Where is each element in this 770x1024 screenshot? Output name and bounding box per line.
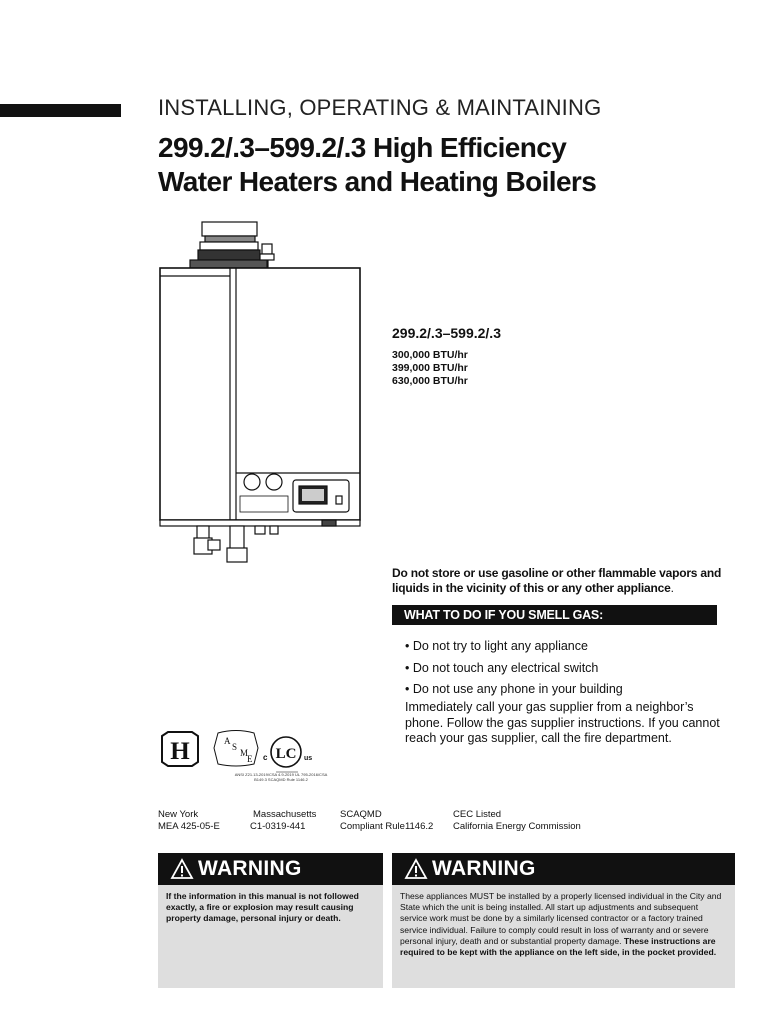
warning-triangle-icon bbox=[170, 858, 194, 880]
approval-cec bbox=[453, 809, 581, 833]
caution-text: Do not store or use gasoline or other flammable vapors and liquids in the vicinity of this or any other appliance bbox=[392, 566, 722, 595]
smell-gas-list bbox=[405, 636, 623, 701]
csa-c: c bbox=[263, 753, 268, 762]
approval-label: CEC Listed bbox=[453, 809, 502, 820]
list-item: • Do not touch any electrical switch bbox=[405, 658, 623, 680]
flammable-caution bbox=[392, 566, 732, 596]
approval-label: New York bbox=[158, 809, 199, 820]
document-title bbox=[158, 131, 596, 199]
title-line-1: 299.2/.3–599.2/.3 High Efficiency bbox=[158, 132, 567, 163]
approval-label: SCAQMD bbox=[340, 809, 382, 820]
certification-marks bbox=[158, 728, 338, 803]
csa-logo bbox=[263, 737, 312, 772]
asme-letter: A bbox=[224, 736, 231, 746]
asme-letter: M bbox=[240, 748, 249, 758]
approval-code: MEA 425-05-E bbox=[158, 821, 220, 832]
csa-us: us bbox=[304, 755, 313, 762]
warning-triangle-icon bbox=[404, 858, 428, 880]
section-kicker: INSTALLING, OPERATING & MAINTAINING bbox=[158, 95, 602, 120]
smell-gas-instructions: Immediately call your gas supplier from a neighbor’s phone. Follow the gas supplier instructions. If you cannot reach your gas supplier, call the fire department. bbox=[405, 700, 720, 745]
warning-header bbox=[392, 853, 735, 885]
approval-code: California Energy Commission bbox=[453, 821, 581, 832]
list-item: • Do not try to light any appliance bbox=[405, 636, 623, 658]
list-item: • Do not use any phone in your building bbox=[405, 679, 623, 701]
warning-text: If the information in this manual is not followed exactly, a fire or explosion may result causing property damage, personal injury or death. bbox=[166, 891, 359, 924]
approval-label: Massachusetts bbox=[253, 809, 317, 820]
warning-emphasis: These instructions are required to be kept with the appliance on the left side, in the pocket provided. bbox=[400, 935, 717, 958]
rating-line: 630,000 BTU/hr bbox=[392, 375, 468, 387]
rating-line: 399,000 BTU/hr bbox=[392, 362, 468, 374]
approval-massachusetts bbox=[250, 809, 316, 833]
h-stamp-letter: H bbox=[170, 738, 190, 765]
warning-box-right bbox=[392, 853, 735, 988]
title-line-2: Water Heaters and Heating Boilers bbox=[158, 166, 597, 197]
approval-scaqmd bbox=[340, 809, 433, 833]
asme-letter: E bbox=[247, 754, 253, 764]
asme-logo bbox=[214, 731, 258, 767]
asme-h-stamp bbox=[162, 732, 198, 766]
caution-period: . bbox=[670, 581, 674, 595]
model-block bbox=[392, 325, 501, 388]
certification-fine-print: ANSI Z21.13-2019/CSA 4.9-2019 UL 795-2016/CSA B149.3 SCAQMD Rule 1146.2 bbox=[234, 772, 328, 782]
csa-lc: LC bbox=[275, 746, 297, 762]
model-name: 299.2/.3–599.2/.3 bbox=[392, 325, 501, 341]
warning-title: WARNING bbox=[432, 857, 536, 880]
approvals-row bbox=[158, 809, 608, 835]
approval-new-york bbox=[158, 809, 220, 833]
warning-box-left bbox=[158, 853, 383, 988]
approval-code: C1-0319-441 bbox=[250, 821, 306, 832]
warning-header bbox=[158, 853, 383, 885]
warning-body: These appliances MUST be installed by a properly licensed individual in the City and State which the unit is being installed. All start up adjustments and subsequent service work must be done by a similarly licensed contractor or a factory trained service individual. Failure to comply could result in loss of warranty and or severe personal injury, death and or substantial property damage. bbox=[400, 891, 722, 946]
water-heater-illustration bbox=[150, 218, 375, 573]
rating-line: 300,000 BTU/hr bbox=[392, 349, 468, 361]
accent-bar bbox=[0, 104, 121, 117]
approval-code: Compliant Rule1146.2 bbox=[340, 821, 434, 832]
asme-letter: S bbox=[232, 742, 238, 752]
smell-gas-heading: WHAT TO DO IF YOU SMELL GAS: bbox=[392, 605, 717, 625]
warning-text bbox=[392, 885, 735, 958]
warning-title: WARNING bbox=[198, 857, 302, 880]
